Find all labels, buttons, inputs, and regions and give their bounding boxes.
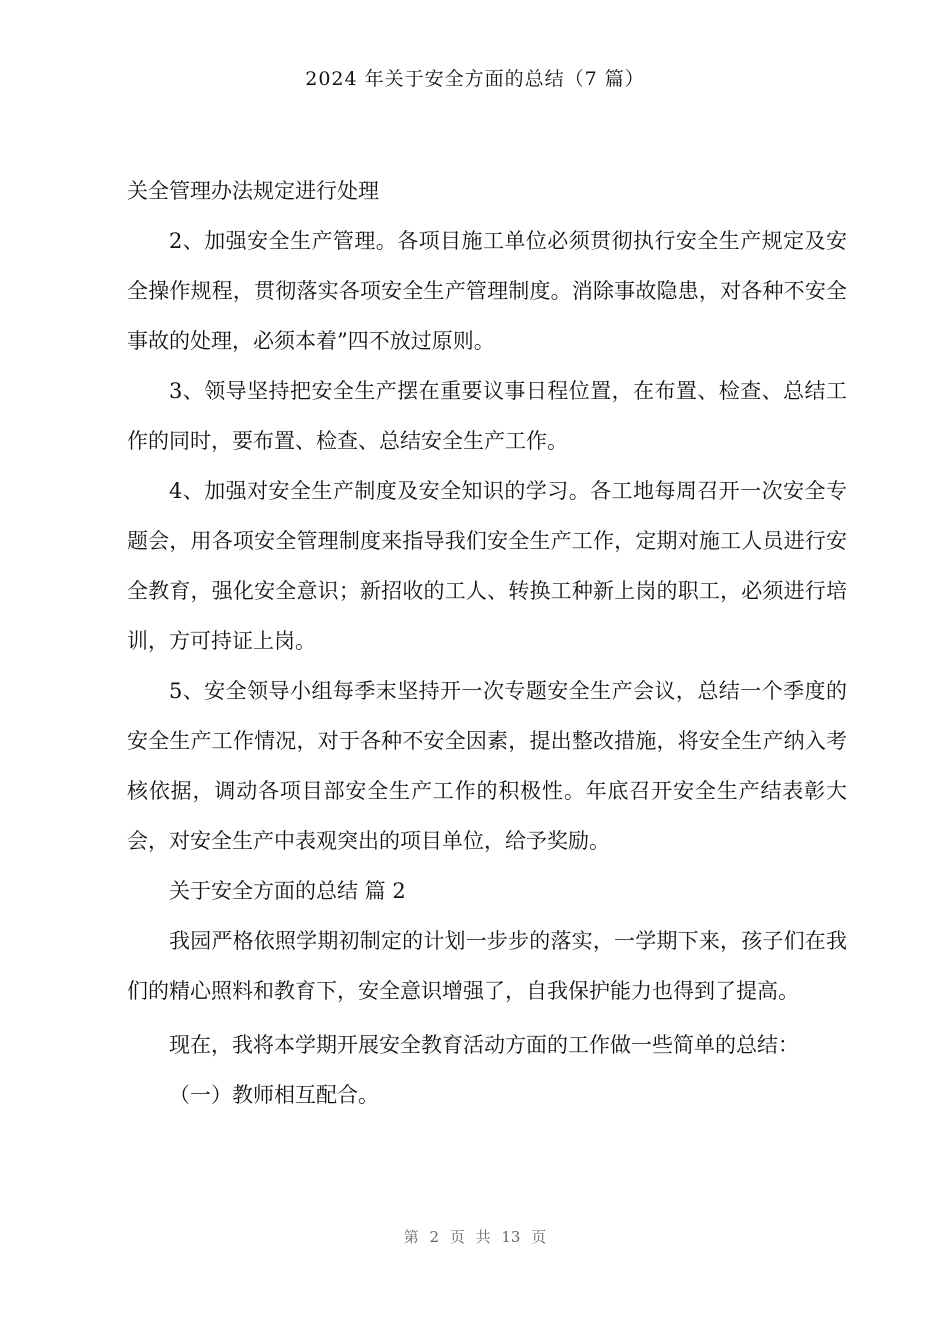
page-title: 2024 年关于安全方面的总结（7 篇） <box>305 68 645 90</box>
paragraph-item-2: 2、加强安全生产管理。各项目施工单位必须贯彻执行安全生产规定及安全操作规程，贯彻落实各项安全生产管理制度。消除事故隐患，对各种不安全事故的处理，必须本着”四不放过原则。 <box>127 229 847 353</box>
paragraph-item-3: 3、领导坚持把安全生产摆在重要议事日程位置，在布置、检查、总结工作的同时，要布置、检查、总结安全生产工作。 <box>127 379 847 453</box>
paragraph-item-4: 4、加强对安全生产制度及安全知识的学习。各工地每周召开一次安全专题会，用各项安全管理制度来指导我们安全生产工作，定期对施工人员进行安全教育，强化安全意识；新招收的工人、转换工种新上岗的职工，必须进行培训，方可持证上岗。 <box>127 479 847 653</box>
paragraph-continuation: 关全管理办法规定进行处理 <box>127 179 379 203</box>
paragraph-intro: 我园严格依照学期初制定的计划一步步的落实，一学期下来，孩子们在我们的精心照料和教育下，安全意识增强了，自我保护能力也得到了提高。 <box>127 929 847 1003</box>
section-heading: 关于安全方面的总结 篇 2 <box>169 879 406 903</box>
paragraph-summary-lead: 现在，我将本学期开展安全教育活动方面的工作做一些简单的总结： <box>169 1033 799 1057</box>
document-body <box>127 166 847 1120</box>
paragraph-item-5: 5、安全领导小组每季末坚持开一次专题安全生产会议，总结一个季度的安全生产工作情况，对于各种不安全因素，提出整改措施，将安全生产纳入考核依据，调动各项目部安全生产工作的积极性。年底召开安全生产结表彰大会，对安全生产中表观突出的项目单位，给予奖励。 <box>127 679 847 853</box>
page-number: 第 2 页 共 13 页 <box>403 1228 547 1246</box>
paragraph-subheading: （一）教师相互配合。 <box>169 1083 379 1107</box>
